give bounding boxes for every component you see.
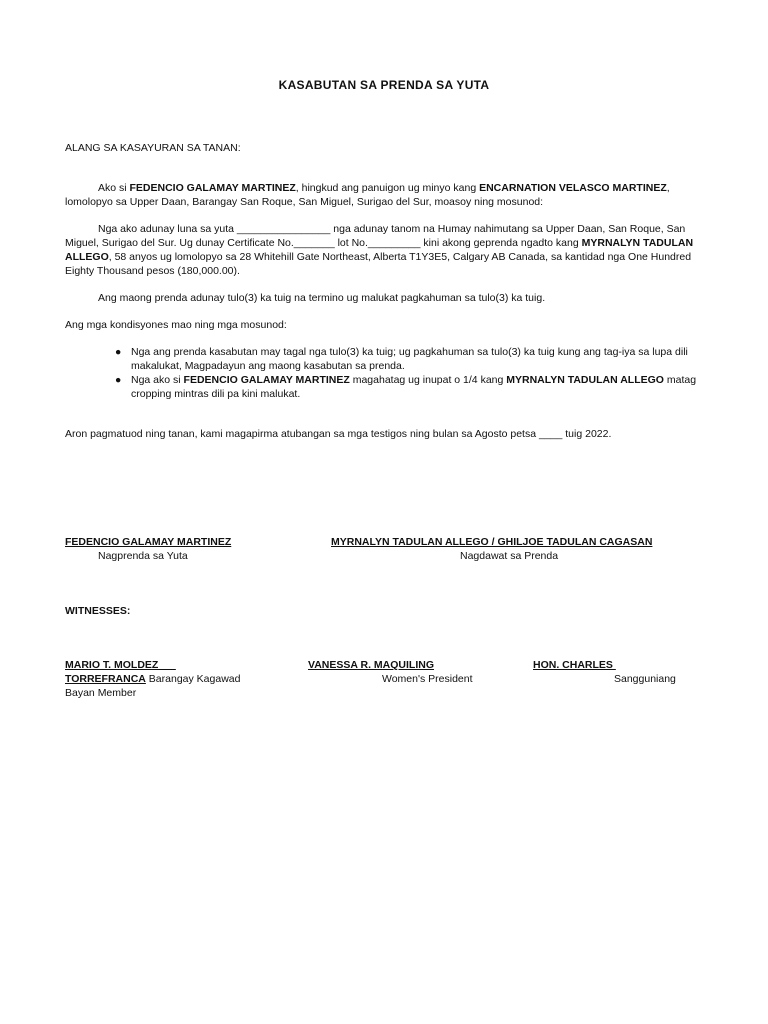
bullet-icon: ● [115, 374, 122, 386]
closing-statement: Aron pagmatuod ning tanan, kami magapirma atubangan sa mga testigos ning bulan sa Agosto petsa ____ tuig 2022. [65, 428, 612, 440]
witness-2-name: VANESSA R. MAQUILING [308, 659, 435, 671]
witnesses-label: WITNESSES: [65, 605, 131, 617]
witness-2-role: Women's President [382, 673, 473, 685]
list-item [115, 373, 705, 401]
list-item [115, 345, 705, 373]
para2-text-2: , 58 anyos ug lomolopyo sa 28 Whitehill Gate Northeast, Alberta T1Y3E5, Calgary AB Canada, sa kantidad nga One Hundred Eighty Thousand pesos (180,000.00). [65, 251, 692, 277]
witness-3-name: HON. CHARLES [533, 659, 616, 671]
witness-3-role-part1: Sangguniang [614, 673, 676, 685]
witness-1-role: Barangay Kagawad [145, 673, 241, 685]
conditions-heading: Ang mga kondisyones mao ning mga mosunod: [65, 319, 287, 331]
name-fedencio: FEDENCIO GALAMAY MARTINEZ [129, 182, 296, 194]
signatory-left-name: FEDENCIO GALAMAY MARTINEZ [65, 536, 232, 548]
para1-text-3: , lomolopyo sa Upper Daan, Barangay San Roque, San Miguel, Surigao del Sur, moasoy ning mosunod: [65, 182, 670, 208]
condition-1-text: Nga ang prenda kasabutan may tagal nga tulo(3) ka tuig; ug pagkahuman sa tulo(3) ka tuig kung ang tag-iya sa lupa dili makalukat, Magpadayun ang maong kasabutan sa prenda. [131, 346, 688, 372]
witness-1-line2 [65, 672, 240, 686]
condition-2-text-1: Nga ako si [131, 374, 184, 386]
paragraph-land [65, 222, 700, 278]
name-encarnation: ENCARNATION VELASCO MARTINEZ [479, 182, 667, 194]
conditions-list [115, 345, 705, 401]
para1-text-2: , hingkud ang panuigon ug minyo kang [295, 182, 480, 194]
name-myrnalyn: MYRNALYN TADULAN ALLEGO [65, 237, 694, 263]
signatory-right-name: MYRNALYN TADULAN ALLEGO / GHILJOE TADULAN CAGASAN [331, 536, 653, 548]
signatory-right-role: Nagdawat sa Prenda [460, 550, 559, 562]
condition-2-name-1: FEDENCIO GALAMAY MARTINEZ [183, 374, 350, 386]
signatory-left-role: Nagprenda sa Yuta [98, 550, 188, 562]
condition-2-text-2: magahatag ug inupat o 1/4 kang [349, 374, 507, 386]
condition-2-name-2: MYRNALYN TADULAN ALLEGO [506, 374, 664, 386]
bullet-icon: ● [115, 346, 122, 358]
witness-1-name-line1: MARIO T. MOLDEZ [65, 659, 176, 671]
witness-1-name-line2: TORREFRANCA [65, 673, 146, 685]
salutation: ALANG SA KASAYURAN SA TANAN: [65, 142, 241, 154]
para2-text-1: Nga ako adunay luna sa yuta ________________ nga adunay tanom na Humay nahimutang sa Upper Daan, San Roque, San Miguel, Surigao del Sur. Ug dunay Certificate No._______ lot No._________ kini akong geprenda ngadto kang [65, 223, 686, 249]
paragraph-term: Ang maong prenda adunay tulo(3) ka tuig na termino ug malukat pagkahuman sa tulo(3) ka tuig. [98, 292, 546, 304]
document-title: KASABUTAN SA PRENDA SA YUTA [278, 78, 490, 92]
paragraph-declaration [65, 181, 700, 209]
para1-text-1: Ako si [98, 182, 130, 194]
witness-3-role-part2: Bayan Member [65, 687, 137, 699]
condition-2-text-3: matag cropping mintras dili pa kini malukat. [131, 374, 697, 400]
